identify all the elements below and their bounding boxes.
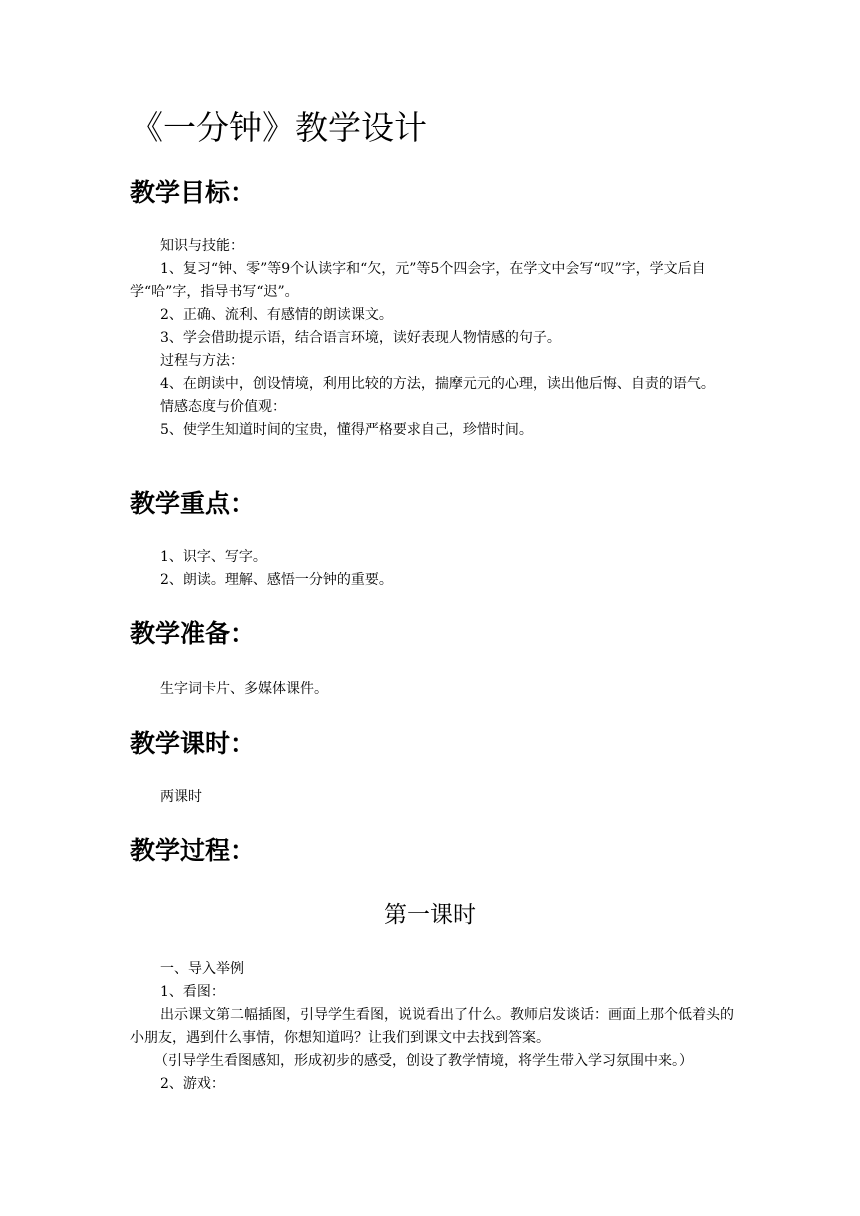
- lesson-title: 第一课时: [384, 902, 476, 928]
- lesson-content: [130, 958, 740, 1096]
- paragraph: 情感态度与价值观：: [160, 399, 286, 415]
- periods-content: [130, 786, 740, 809]
- goals-heading: 教学目标：: [130, 178, 256, 207]
- document-title: 《一分钟》教学设计: [130, 108, 427, 147]
- preparation-heading: 教学准备：: [130, 619, 256, 648]
- paragraph: 出示课文第二幅插图，引导学生看图，说说看出了什么。教师启发谈话：画面上那个低着头的小朋友，遇到什么事情，你想知道吗？让我们到课文中去找到答案。: [130, 1007, 734, 1046]
- paragraph: 1、识字、写字。: [160, 549, 267, 565]
- key-points-content: [130, 546, 740, 592]
- process-heading: 教学过程：: [130, 836, 256, 865]
- paragraph: 1、看图：: [160, 984, 225, 1000]
- paragraph: 5、使学生知道时间的宝贵，懂得严格要求自己，珍惜时间。: [160, 422, 533, 438]
- paragraph: 2、游戏：: [160, 1076, 225, 1092]
- paragraph: 1、复习“钟、零”等9个认读字和“欠，元”等5个四会字，在学文中会写“叹”字，学文后自学“哈”字，指导书写“迟”。: [130, 261, 706, 300]
- key-points-heading: 教学重点：: [130, 489, 256, 518]
- paragraph: 过程与方法：: [160, 353, 244, 369]
- paragraph: 两课时: [160, 789, 202, 805]
- paragraph: 一、导入举例: [160, 961, 244, 977]
- preparation-content: [130, 678, 740, 701]
- paragraph: 2、朗读。理解、感悟一分钟的重要。: [160, 572, 393, 588]
- paragraph: 知识与技能：: [160, 238, 244, 254]
- periods-heading: 教学课时：: [130, 729, 256, 758]
- paragraph: （引导学生看图感知，形成初步的感受，创设了教学情境，将学生带入学习氛围中来。）: [154, 1053, 693, 1069]
- goals-content: [130, 235, 740, 442]
- paragraph: 4、在朗读中，创设情境，利用比较的方法，揣摩元元的心理，读出他后悔、自责的语气。: [160, 376, 715, 392]
- paragraph: 3、学会借助提示语，结合语言环境，读好表现人物情感的句子。: [160, 330, 561, 346]
- paragraph: 生字词卡片、多媒体课件。: [160, 681, 328, 697]
- paragraph: 2、正确、流利、有感情的朗读课文。: [160, 307, 393, 323]
